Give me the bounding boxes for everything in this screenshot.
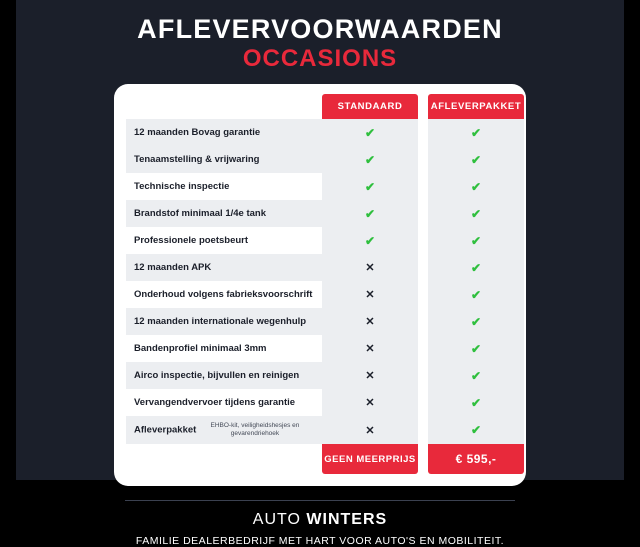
cell-standaard <box>322 227 418 254</box>
cross-icon: ✕ <box>365 262 375 274</box>
brand-light: AUTO <box>252 511 307 528</box>
row-gap <box>418 416 428 444</box>
cell-afleverpakket <box>428 146 524 173</box>
cell-standaard <box>322 389 418 416</box>
check-icon: ✔ <box>470 152 482 167</box>
check-icon: ✔ <box>470 341 482 356</box>
table-row <box>126 335 524 362</box>
table-row <box>126 200 524 227</box>
table-row <box>126 227 524 254</box>
cell-standaard <box>322 308 418 335</box>
cross-icon: ✕ <box>365 289 375 301</box>
cell-afleverpakket <box>428 335 524 362</box>
table-row <box>126 173 524 200</box>
check-icon: ✔ <box>364 206 376 221</box>
comparison-table <box>126 94 524 474</box>
column-header-standaard: STANDAARD <box>322 94 418 119</box>
row-gap <box>418 335 428 362</box>
table-row <box>126 281 524 308</box>
cell-standaard <box>322 335 418 362</box>
cell-afleverpakket <box>428 281 524 308</box>
cell-standaard <box>322 281 418 308</box>
row-gap <box>418 281 428 308</box>
cross-icon: ✕ <box>365 343 375 355</box>
right-letterbox <box>624 0 640 480</box>
table-footer <box>126 444 524 474</box>
left-letterbox <box>0 0 16 480</box>
check-icon: ✔ <box>470 233 482 248</box>
row-label: 12 maanden APK <box>126 254 322 281</box>
header-spacer <box>126 94 322 119</box>
check-icon: ✔ <box>470 395 482 410</box>
brand-bold: WINTERS <box>306 511 388 528</box>
row-gap <box>418 173 428 200</box>
row-gap <box>418 146 428 173</box>
row-gap <box>418 254 428 281</box>
footer-divider <box>125 500 515 501</box>
table-row <box>126 119 524 146</box>
check-icon: ✔ <box>470 368 482 383</box>
cell-afleverpakket <box>428 119 524 146</box>
header-gap <box>418 94 428 119</box>
table-row <box>126 362 524 389</box>
comparison-card <box>114 84 526 486</box>
row-label-text: Afleverpakket <box>134 424 197 436</box>
check-icon: ✔ <box>470 179 482 194</box>
cross-icon: ✕ <box>365 397 375 409</box>
table-body <box>126 119 524 444</box>
row-gap <box>418 389 428 416</box>
row-gap <box>418 362 428 389</box>
cell-standaard <box>322 362 418 389</box>
check-icon: ✔ <box>470 314 482 329</box>
page-subtitle: OCCASIONS <box>242 45 398 72</box>
cell-afleverpakket <box>428 200 524 227</box>
row-label: 12 maanden internationale wegenhulp <box>126 308 322 335</box>
cell-standaard <box>322 173 418 200</box>
cross-icon: ✕ <box>365 316 375 328</box>
check-icon: ✔ <box>470 423 482 437</box>
cell-afleverpakket <box>428 227 524 254</box>
brand-name <box>0 511 640 529</box>
row-label: Tenaamstelling & vrijwaring <box>126 146 322 173</box>
row-label: Bandenprofiel minimaal 3mm <box>134 343 267 354</box>
row-label-note: EHBO-kit, veiligheidshesjes en gevarendriehoek <box>210 422 300 437</box>
footer-price-afleverpakket: € 595,- <box>428 444 524 474</box>
row-label: Onderhoud volgens fabrieksvoorschrift <box>134 289 313 300</box>
check-icon: ✔ <box>470 260 482 275</box>
cell-afleverpakket <box>428 362 524 389</box>
row-label <box>126 416 322 444</box>
row-gap <box>418 227 428 254</box>
row-label: Technische inspectie <box>134 181 230 192</box>
row-gap <box>418 119 428 146</box>
check-icon: ✔ <box>470 206 482 221</box>
cell-afleverpakket <box>428 389 524 416</box>
cell-standaard <box>322 146 418 173</box>
table-row <box>126 308 524 335</box>
check-icon: ✔ <box>364 125 376 140</box>
cell-afleverpakket <box>428 173 524 200</box>
row-label: Brandstof minimaal 1/4e tank <box>126 200 322 227</box>
cell-standaard <box>322 416 418 444</box>
table-header <box>126 94 524 119</box>
cell-standaard <box>322 200 418 227</box>
poster-footer <box>0 500 640 547</box>
table-row <box>126 416 524 444</box>
cross-icon: ✕ <box>365 424 375 437</box>
cell-afleverpakket <box>428 416 524 444</box>
cell-afleverpakket <box>428 254 524 281</box>
row-label: 12 maanden Bovag garantie <box>126 119 322 146</box>
footer-spacer <box>126 444 322 474</box>
check-icon: ✔ <box>364 233 376 248</box>
check-icon: ✔ <box>470 125 482 140</box>
table-row <box>126 146 524 173</box>
row-label: Professionele poetsbeurt <box>134 235 249 246</box>
cross-icon: ✕ <box>365 370 375 382</box>
footer-price-standaard: GEEN MEERPRIJS <box>322 444 418 474</box>
cell-afleverpakket <box>428 308 524 335</box>
footer-gap <box>418 444 428 474</box>
cell-standaard <box>322 119 418 146</box>
row-label: Airco inspectie, bijvullen en reinigen <box>126 362 322 389</box>
row-label: Vervangendvervoer tijdens garantie <box>134 397 296 408</box>
table-row <box>126 254 524 281</box>
row-gap <box>418 200 428 227</box>
check-icon: ✔ <box>364 152 376 167</box>
cell-standaard <box>322 254 418 281</box>
page-title: AFLEVERVOORWAARDEN <box>137 14 503 44</box>
poster-header <box>0 14 640 73</box>
check-icon: ✔ <box>470 287 482 302</box>
column-header-afleverpakket: AFLEVERPAKKET <box>428 94 524 119</box>
row-gap <box>418 308 428 335</box>
check-icon: ✔ <box>364 179 376 194</box>
table-row <box>126 389 524 416</box>
brand-tagline: FAMILIE DEALERBEDRIJF MET HART VOOR AUTO'S EN MOBILITEIT. <box>135 535 505 547</box>
